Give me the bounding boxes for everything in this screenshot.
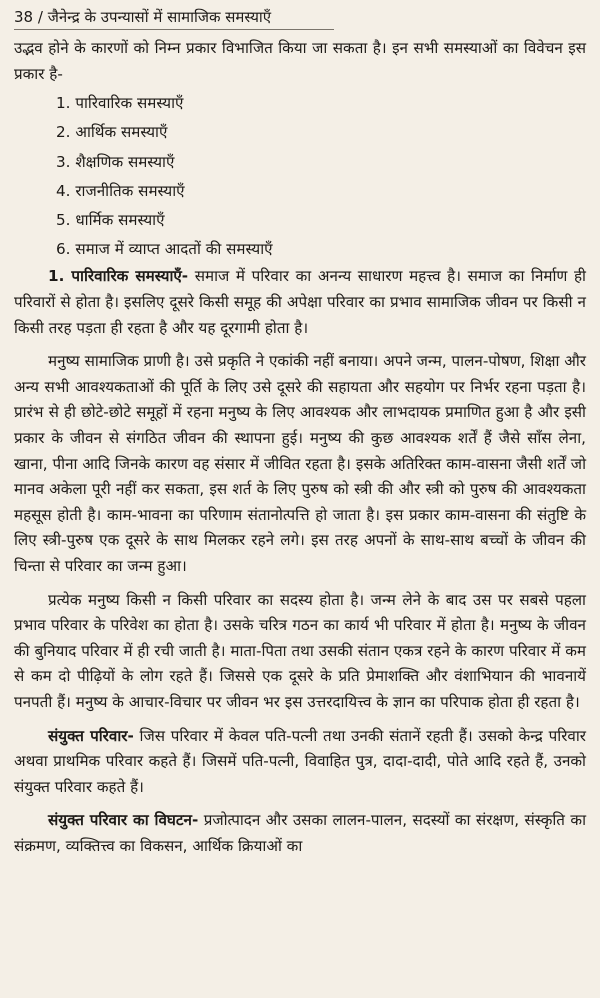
list-item: 5. धार्मिक समस्याएँ <box>56 211 165 229</box>
chapter-title: जैनेन्द्र के उपन्यासों में सामाजिक समस्याएँ <box>47 8 272 26</box>
header-rule <box>14 29 334 30</box>
term-heading: संयुक्त परिवार का विघटन- <box>48 811 199 830</box>
joint-family-paragraph <box>14 724 586 801</box>
term-text: प्रजोत्पादन और उसका लालन-पालन, सदस्यों का संरक्षण, संस्कृति का संक्रमण, व्यक्तित्त्व का विकसन, आर्थिक क्रियाओं का <box>14 811 586 855</box>
list-item: 1. पारिवारिक समस्याएँ <box>56 94 184 113</box>
paragraph-gap <box>14 716 586 724</box>
list-item: 3. शैक्षणिक समस्याएँ <box>56 152 175 171</box>
intro-paragraph: उद्भव होने के कारणों को निम्न प्रकार विभाजित किया जा सकता है। इन सभी समस्याओं का विवेचन इस प्रकार है- <box>14 39 586 83</box>
disintegration-paragraph <box>14 808 586 859</box>
body-paragraph: प्रत्येक मनुष्य किसी न किसी परिवार का सदस्य होता है। जन्म लेने के बाद उस पर सबसे पहला प्रभाव परिवार के परिवेश का होता है। उसके चरित्र गठन का कार्य भी परिवार में होता है। मनुष्य के जीवन की बुनियाद परिवार में ही रची जाती है। माता-पिता तथा उसकी संतान एकत्र रहने के कारण परिवार में कम से कम दो पीढ़ियों के लोग रहते हैं। जिससे एक दूसरे के प्रति प्रेमाशक्ति और वंशाभियान की भावनायें पनपती हैं। मनुष्य के आचार-विचार पर जीवन भर इस उत्तरदायित्त्व के ज्ञान का परिपाक होता ही रहता है। <box>14 590 586 711</box>
body-paragraph: मनुष्य सामाजिक प्राणी है। उसे प्रकृति ने एकांकी नहीं बनाया। अपने जन्म, पालन-पोषण, शिक्षा और अन्य सभी आवश्यकताओं की पूर्ति के लिए उसे दूसरे की सहायता और सहयोग पर निर्भर रहना पड़ता है। प्रारंभ से ही छोटे-छोटे समूहों में रहना मनुष्य के लिए आवश्यक और लाभदायक प्रमाणित हुआ है और इसी प्रकार के जीवन से संगठित जीवन की स्थापना हुई। मनुष्य की कुछ आवश्यक शर्तें हैं जैसे साँस लेना, खाना, पीना आदि जिनके कारण वह संसार में जीवित रहता है। इसके अतिरिक्त काम-वासना जैसी शर्तें जो मानव अकेला पूरी नहीं कर सकता, इस शर्त के लिए पुरुष को स्त्री की और स्त्री को पुरुष की आवश्यकता महसूस होती है। काम-भावना का परिणाम संतानोत्पत्ति हो जाता है। इस प्रकार काम-वासना की संतुष्टि के लिए स्त्री-पुरुष एक दूसरे के साथ मिलकर रहने लगे। इस तरह अपनों के साथ-साथ बच्चों के जीवन की चिन्ता से परिवार का जन्म हुआ। <box>14 352 586 575</box>
term-text: जिस परिवार में केवल पति-पत्नी तथा उनकी संतानें रहती हैं। उसको केन्द्र परिवार अथवा प्राथमिक परिवार कहते हैं। जिसमें पति-पत्नी, विवाहित पुत्र, दादा-दादी, पोते आदि रहते हैं, उनको संयुक्त परिवार कहते हैं। <box>14 726 586 796</box>
list-item: 4. राजनीतिक समस्याएँ <box>56 181 185 200</box>
page-number: 38 <box>14 8 34 26</box>
header-separator: / <box>33 8 48 26</box>
paragraph-gap <box>14 800 586 808</box>
family-problems-paragraph <box>14 264 586 341</box>
section-heading: 1. पारिवारिक समस्याएँ- <box>48 267 189 286</box>
list-item: 6. समाज में व्याप्त आदतों की समस्याएँ <box>56 240 273 259</box>
section-text: समाज में परिवार का अनन्य साधारण महत्त्व है। समाज का निर्माण ही परिवारों से होता है। इसलिए दूसरे किसी समूह की अपेक्षा परिवार का प्रभाव सामाजिक जीवन पर किसी न किसी तरह पड़ता ही रहता है और यह दूरगामी होता है। <box>14 267 586 337</box>
paragraph-gap <box>14 580 586 588</box>
list-item: 2. आर्थिक समस्याएँ <box>56 123 168 142</box>
paragraph-gap <box>14 341 586 349</box>
term-heading: संयुक्त परिवार- <box>48 726 134 745</box>
problem-list <box>14 89 586 264</box>
running-header <box>14 6 586 30</box>
